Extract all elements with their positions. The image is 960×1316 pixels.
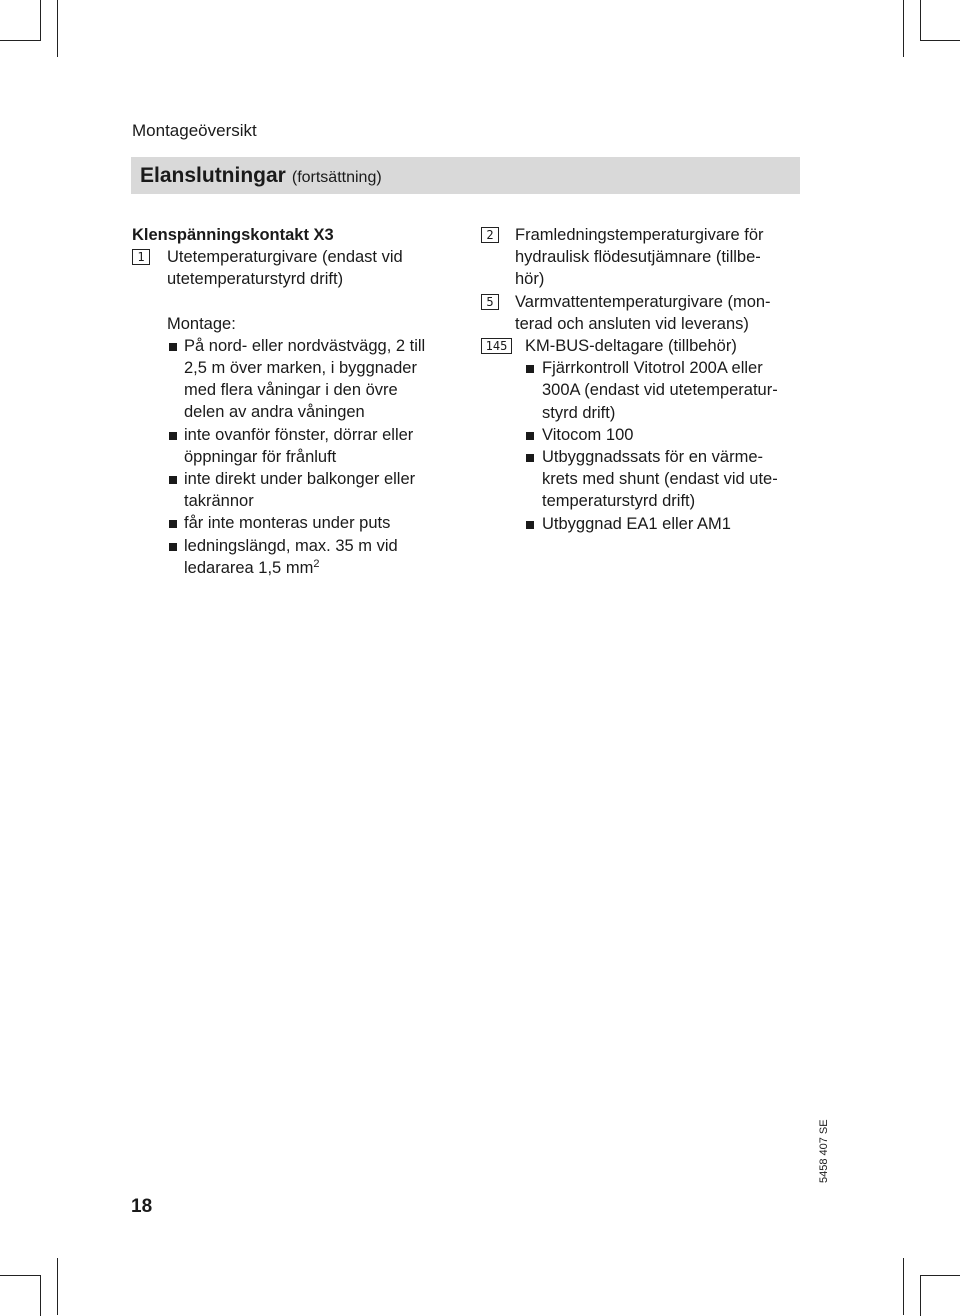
crop-mark-bottom-right-outer (903, 1258, 960, 1315)
item-1 (132, 246, 472, 268)
item-number-box: 2 (481, 227, 499, 243)
document-code: 5458 407 SE (818, 1119, 830, 1183)
km-bus-bullet-list (480, 357, 810, 535)
page-title (140, 164, 382, 188)
bullet-icon (169, 432, 177, 440)
superscript: 2 (313, 557, 320, 570)
item-number-box: 145 (481, 338, 512, 354)
crop-mark-top-left-outer (0, 0, 58, 57)
section-label: Montageöversikt (132, 121, 257, 140)
section-heading: Klenspänningskontakt X3 (132, 226, 334, 244)
item-5-line: terad och ansluten vid leverans) (515, 314, 749, 333)
bullet-icon (526, 432, 534, 440)
item-number-box: 1 (132, 249, 150, 265)
list-item-line: Fjärrkontroll Vitotrol 200A eller (542, 359, 763, 378)
item-1-line-2: utetemperaturstyrd drift) (167, 270, 344, 289)
page-title-main: Elanslutningar (140, 164, 286, 187)
item-5-line: Varmvattentemperaturgivare (mon- (515, 292, 771, 311)
list-item-line (184, 557, 472, 579)
list-item (132, 468, 472, 512)
montage-label: Montage: (167, 314, 236, 333)
list-item (132, 535, 472, 579)
crop-mark-top-right-outer (903, 0, 960, 57)
item-2-line: hör) (515, 270, 545, 289)
right-column (480, 224, 810, 535)
list-item (480, 424, 810, 446)
page-number: 18 (131, 1196, 153, 1217)
list-item-line: 2,5 m över marken, i byggnader (184, 359, 417, 378)
list-item-line: På nord- eller nordvästvägg, 2 till (184, 336, 426, 355)
list-item (132, 512, 472, 534)
left-column (132, 224, 472, 579)
list-item-line: styrd drift) (542, 403, 616, 422)
bullet-icon (169, 543, 177, 551)
list-item-line: med flera våningar i den övre (184, 381, 398, 400)
item-5 (480, 291, 810, 335)
list-item-line: krets med shunt (endast vid ute- (542, 470, 778, 489)
title-bar (131, 157, 800, 194)
list-item-line: temperaturstyrd drift) (542, 492, 696, 511)
bullet-icon (526, 521, 534, 529)
wire-area-text: ledararea 1,5 mm (184, 558, 314, 577)
list-item (480, 446, 810, 513)
bullet-icon (526, 454, 534, 462)
item-2-line: Framledningstemperaturgivare för (515, 226, 764, 244)
montage-bullet-list (132, 335, 472, 579)
item-1-line-1: Utetemperaturgivare (endast vid (167, 248, 403, 267)
list-item-line: öppningar för frånluft (184, 447, 337, 466)
crop-mark-bottom-left-outer (0, 1258, 58, 1315)
bullet-icon (169, 476, 177, 484)
list-item-line: 300A (endast vid utetemperatur- (542, 381, 778, 400)
item-145 (480, 335, 810, 357)
list-item-line: ledningslängd, max. 35 m vid (184, 536, 398, 555)
list-item-line: inte direkt under balkonger eller (184, 470, 416, 489)
list-item-line: Utbyggnadssats för en värme- (542, 448, 764, 467)
list-item-line: Utbyggnad EA1 eller AM1 (542, 514, 731, 533)
list-item-line: takrännor (184, 492, 254, 511)
item-2 (480, 224, 810, 291)
bullet-icon (526, 365, 534, 373)
list-item (480, 513, 810, 535)
list-item (480, 357, 810, 424)
item-145-label: KM-BUS-deltagare (tillbehör) (525, 337, 737, 356)
item-2-line: hydraulisk flödesutjämnare (tillbe- (515, 248, 761, 267)
list-item (132, 424, 472, 468)
list-item (132, 335, 472, 424)
bullet-icon (169, 520, 177, 528)
list-item-line: delen av andra våningen (184, 403, 365, 422)
item-number-box: 5 (481, 294, 499, 310)
bullet-icon (169, 343, 177, 351)
list-item-line: Vitocom 100 (542, 425, 634, 444)
page-title-sub: (fortsättning) (291, 169, 382, 186)
list-item-line: får inte monteras under puts (184, 514, 391, 533)
list-item-line: inte ovanför fönster, dörrar eller (184, 425, 414, 444)
